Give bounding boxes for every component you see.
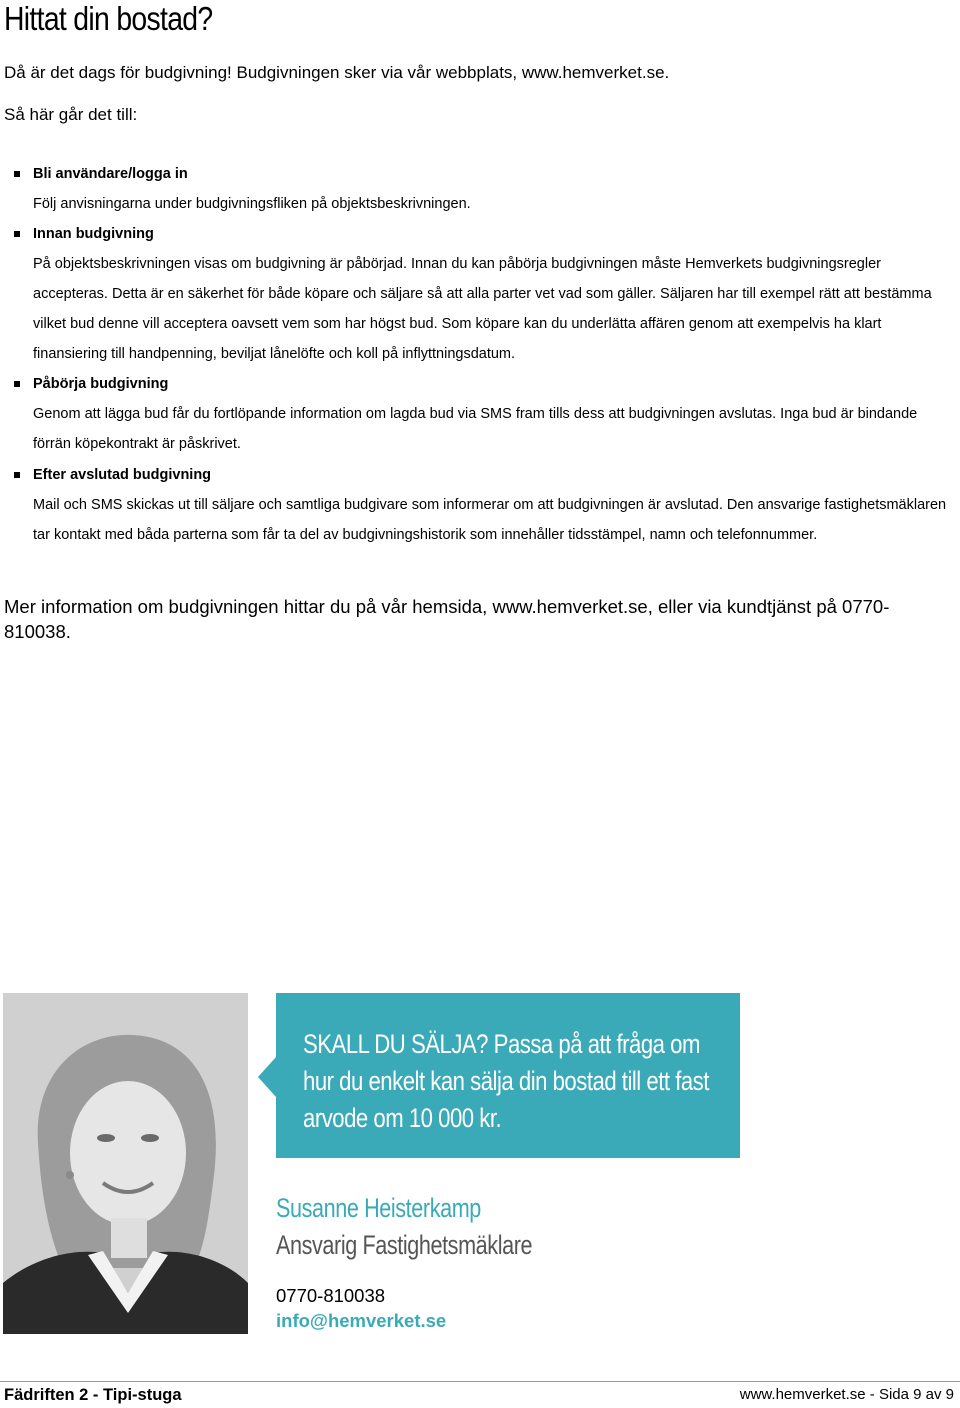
step-body: Mail och SMS skickas ut till säljare och samtliga budgivare som informerar om att budgivningen är avslutad. Den ansvarige fastighetsmäklaren tar kontakt med båda parterna som får ta del av budgivningshistorik som innehåller tidsstämpel, namn och telefonnummer. xyxy=(33,497,947,543)
step-body: På objektsbeskrivningen visas om budgivning är påbörjad. Innan du kan påbörja budgivningen måste Hemverkets budgivningsregler accepteras. Detta är en säkerhet för både köpare och säljare så att alla parter vet vad som gäller. Säljaren har till exempel rätt att bestämma vilket bud denne vill acceptera oavsett vem som har högst bud. Som köpare kan du underlätta affären genom att exempelvis ha klart finansiering till handpenning, beviljat lånelöfte och koll på inflyttningsdatum. xyxy=(33,256,932,362)
step-body: Genom att lägga bud får du fortlöpande information om lagda bud via SMS fram tills dess att budgivningen avslutas. Inga bud är bindande förrän köpekontrakt är påskrivet. xyxy=(33,406,918,452)
page-title: Hittat din bostad? xyxy=(4,0,213,37)
agent-name: Susanne Heisterkamp xyxy=(276,1193,481,1223)
step-heading: Innan budgivning xyxy=(33,226,154,242)
bullet-icon xyxy=(14,171,20,177)
bullet-icon xyxy=(14,472,20,478)
step-heading: Bli användare/logga in xyxy=(33,166,188,182)
agent-phone: 0770-810038 xyxy=(276,1285,386,1306)
step-body: Följ anvisningarna under budgivningsfliken på objektsbeskrivningen. xyxy=(33,196,471,212)
more-info-text: Mer information om budgivningen hittar du på vår hemsida, www.hemverket.se, eller via kundtjänst på 0770-810038. xyxy=(4,596,890,642)
footer-property-name: Fädriften 2 - Tipi-stuga xyxy=(4,1386,182,1404)
footer-page-info: www.hemverket.se - Sida 9 av 9 xyxy=(739,1386,954,1403)
intro-subheading: Så här går det till: xyxy=(4,105,138,124)
bullet-icon xyxy=(14,231,20,237)
footer-divider xyxy=(0,1381,960,1382)
step-heading: Efter avslutad budgivning xyxy=(33,467,212,483)
agent-role: Ansvarig Fastighetsmäklare xyxy=(276,1230,533,1260)
intro-text: Då är det dags för budgivning! Budgivningen sker via vår webbplats, www.hemverket.se. xyxy=(4,63,670,82)
promo-text: SKALL DU SÄLJA? Passa på att fråga om hur du enkelt kan sälja din bostad till ett fast arvode om 10 000 kr. xyxy=(303,1029,709,1133)
step-heading: Påbörja budgivning xyxy=(33,376,169,392)
callout-pointer xyxy=(258,1057,276,1097)
bullet-icon xyxy=(14,381,20,387)
agent-photo xyxy=(3,993,248,1334)
agent-email-link[interactable]: info@hemverket.se xyxy=(276,1310,447,1331)
